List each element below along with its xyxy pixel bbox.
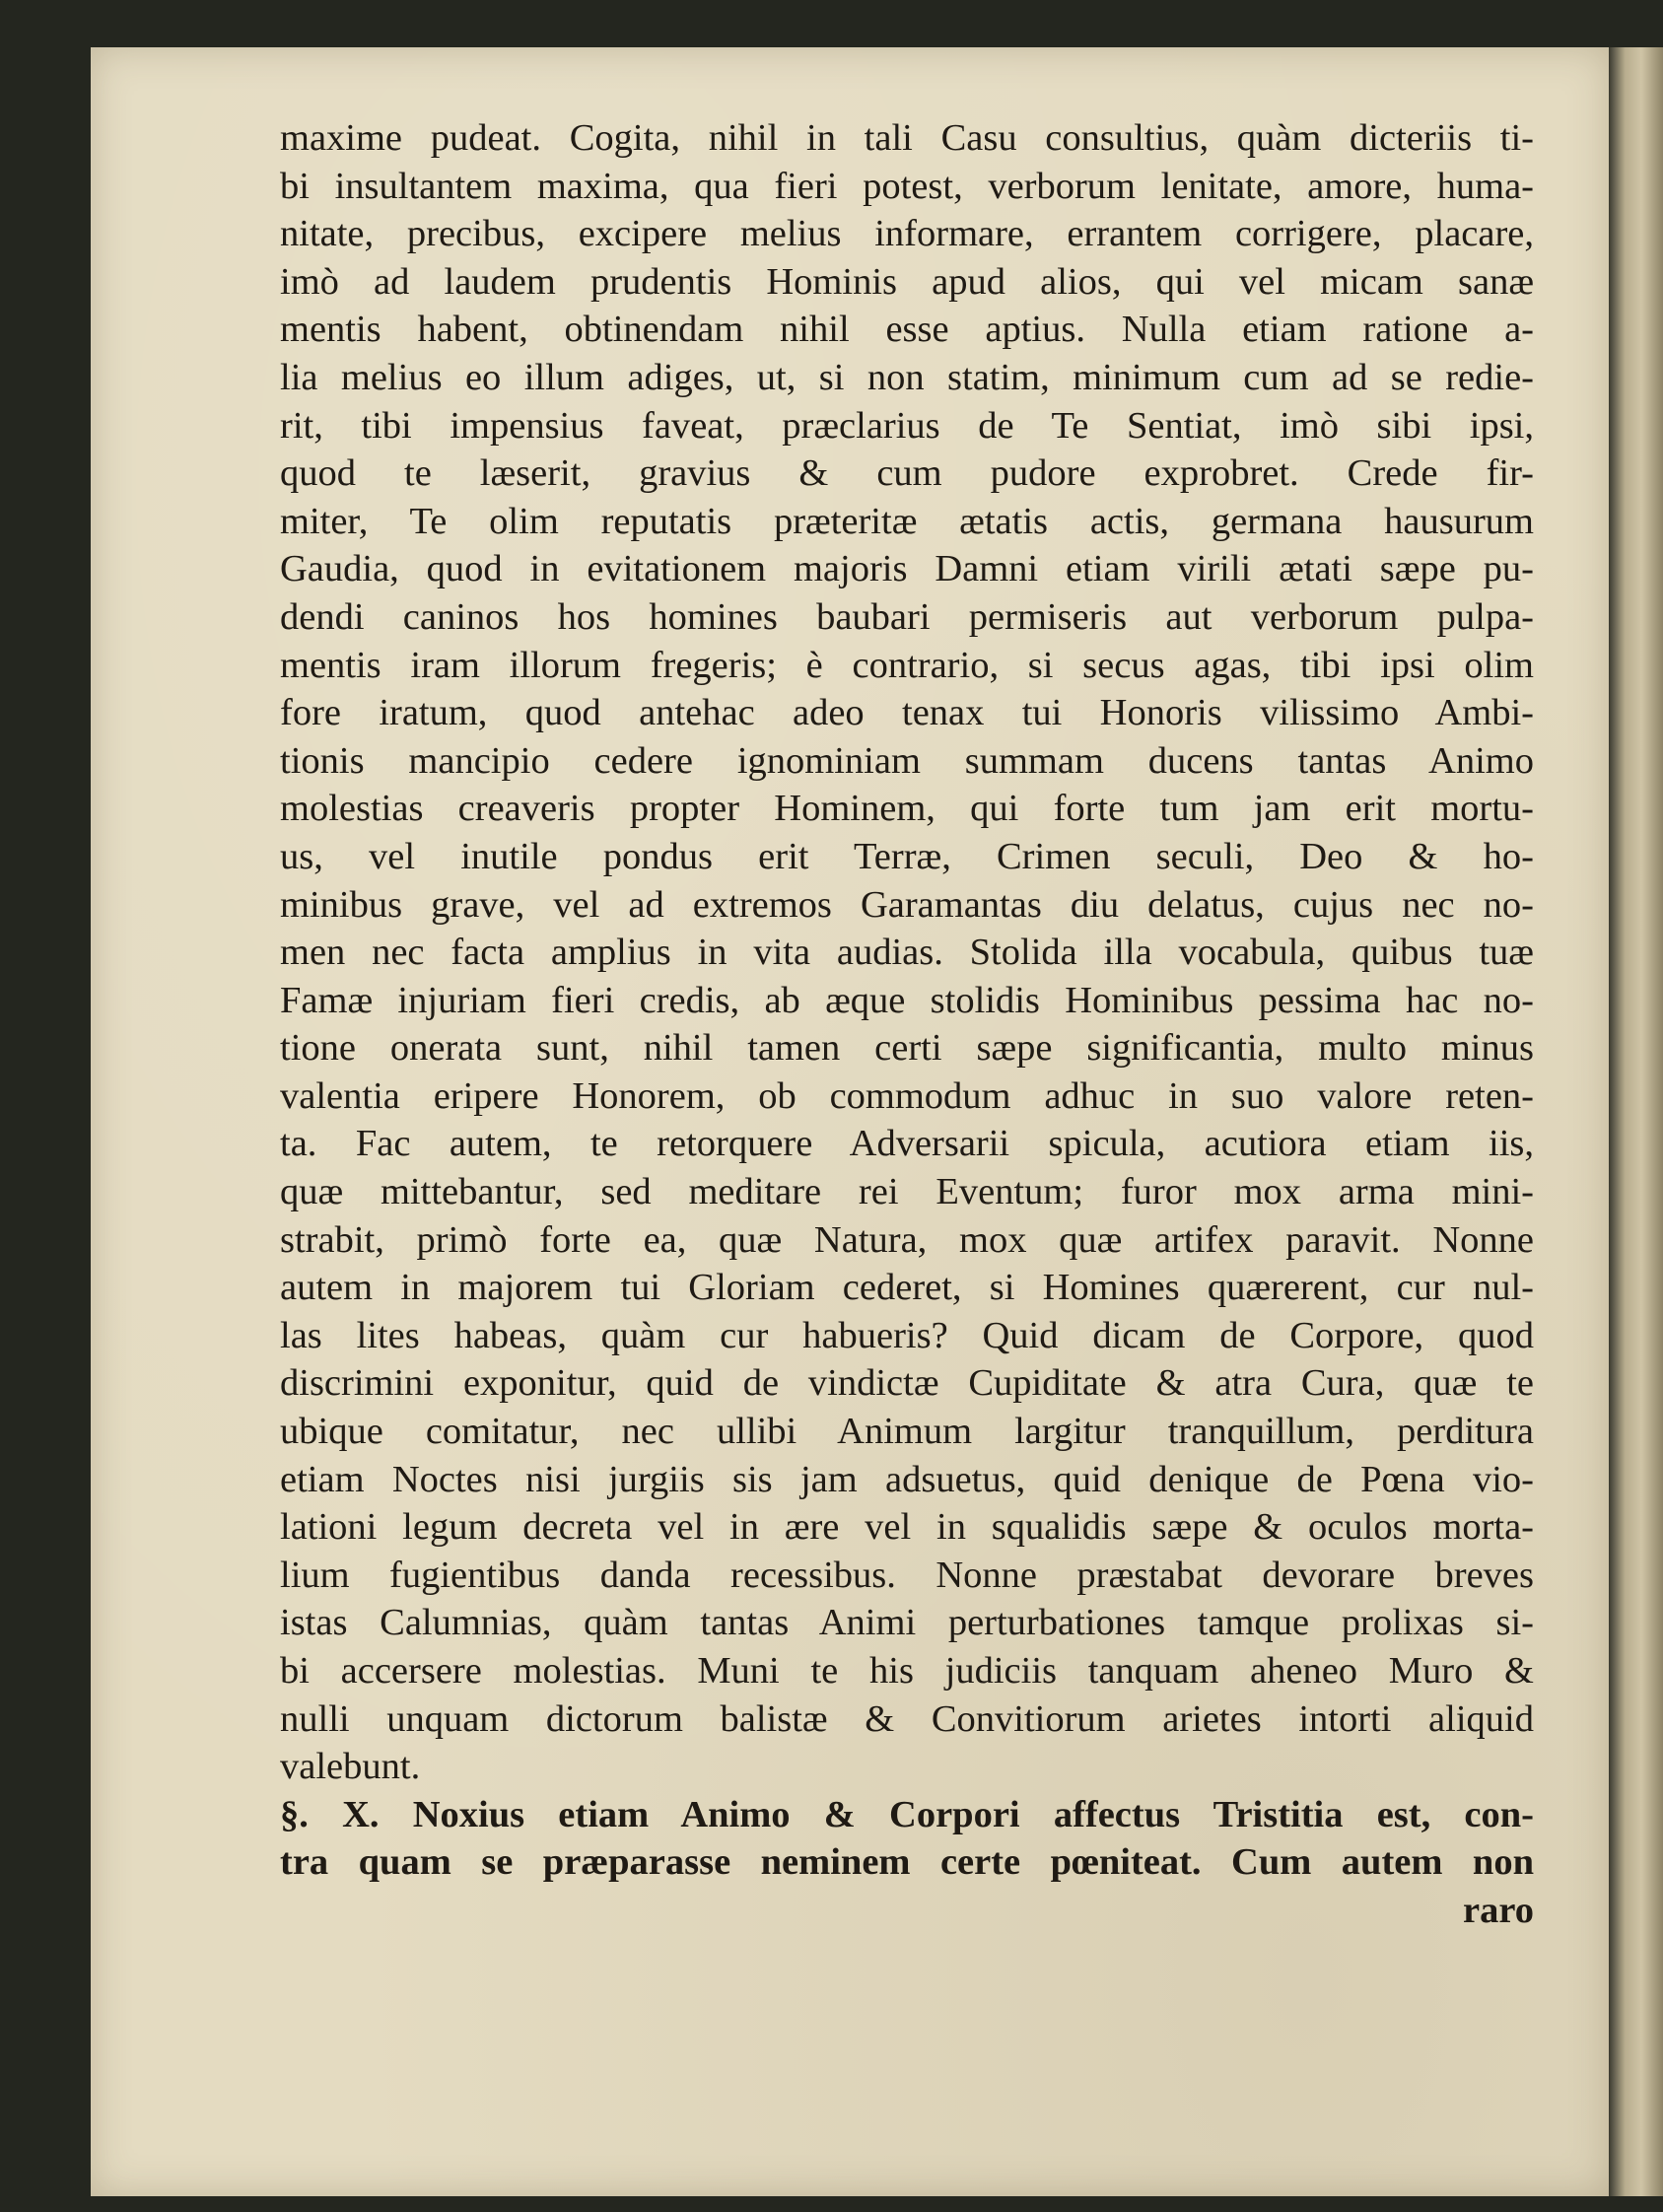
text-line: valentia eripere Honorem, ob commodum adhuc in suo valore reten- <box>280 1074 1534 1117</box>
section-text-line: tra quam se præparasse neminem certe pœniteat. Cum autem non <box>280 1841 1534 1884</box>
text-line: fore iratum, quod antehac adeo tenax tui Honoris vilissimo Ambi- <box>280 692 1534 734</box>
text-line: lia melius eo illum adiges, ut, si non statim, minimum cum ad se redie- <box>280 356 1534 398</box>
text-line: us, vel inutile pondus erit Terræ, Crimen seculi, Deo & ho- <box>280 835 1534 877</box>
text-line: bi insultantem maxima, qua fieri potest, verborum lenitate, amore, huma- <box>280 165 1534 207</box>
text-line: maxime pudeat. Cogita, nihil in tali Casu consultius, quàm dicteriis ti- <box>280 117 1534 159</box>
text-line: miter, Te olim reputatis præteritæ ætatis actis, germana hausurum <box>280 500 1534 542</box>
adjacent-page-edge <box>1609 47 1663 2196</box>
text-line: autem in majorem tui Gloriam cederet, si Homines quærerent, cur nul- <box>280 1267 1534 1309</box>
text-line: istas Calumnias, quàm tantas Animi perturbationes tamque prolixas si- <box>280 1602 1534 1644</box>
text-line: bi accersere molestias. Muni te his judiciis tanquam aheneo Muro & <box>280 1650 1534 1692</box>
text-line: Gaudia, quod in evitationem majoris Damni etiam virili ætati sæpe pu- <box>280 548 1534 590</box>
text-line: lium fugientibus danda recessibus. Nonne præstabat devorare breves <box>280 1554 1534 1596</box>
text-line: dendi caninos hos homines baubari permiseris aut verborum pulpa- <box>280 595 1534 638</box>
text-line: quæ mittebantur, sed meditare rei Eventum; furor mox arma mini- <box>280 1171 1534 1213</box>
text-line: tione onerata sunt, nihil tamen certi sæpe significantia, multo minus <box>280 1027 1534 1070</box>
text-line: nulli unquam dictorum balistæ & Convitiorum arietes intorti aliquid <box>280 1697 1534 1740</box>
text-line: mentis habent, obtinendam nihil esse aptius. Nulla etiam ratione a- <box>280 309 1534 351</box>
text-line: strabit, primò forte ea, quæ Natura, mox quæ artifex paravit. Nonne <box>280 1218 1534 1261</box>
text-line: minibus grave, vel ad extremos Garamantas diu delatus, cujus nec no- <box>280 883 1534 926</box>
section-heading-line: §. X. Noxius etiam Animo & Corpori affectus Tristitia est, con- <box>280 1793 1534 1835</box>
text-line: rit, tibi impensius faveat, præclarius de Te Sentiat, imò sibi ipsi, <box>280 404 1534 447</box>
text-line: valebunt. <box>280 1746 421 1788</box>
body-text <box>280 114 1534 1935</box>
text-line: las lites habeas, quàm cur habueris? Quid dicam de Corpore, quod <box>280 1314 1534 1356</box>
text-line: Famæ injuriam fieri credis, ab æque stolidis Hominibus pessima hac no- <box>280 979 1534 1021</box>
text-line: quod te læserit, gravius & cum pudore exprobret. Crede fir- <box>280 452 1534 495</box>
text-line: imò ad laudem prudentis Hominis apud alios, qui vel micam sanæ <box>280 260 1534 303</box>
text-line: etiam Noctes nisi jurgiis sis jam adsuetus, quid denique de Pœna vio- <box>280 1458 1534 1500</box>
text-line: nitate, precibus, excipere melius informare, errantem corrigere, placare, <box>280 213 1534 255</box>
text-line: discrimini exponitur, quid de vindictæ Cupiditate & atra Cura, quæ te <box>280 1362 1534 1405</box>
text-line: lationi legum decreta vel in ære vel in squalidis sæpe & oculos morta- <box>280 1506 1534 1549</box>
catchword: raro <box>1463 1889 1534 1931</box>
text-line: molestias creaveris propter Hominem, qui forte tum jam erit mortu- <box>280 788 1534 830</box>
text-line: ta. Fac autem, te retorquere Adversarii spicula, acutiora etiam iis, <box>280 1123 1534 1165</box>
text-line: tionis mancipio cedere ignominiam summam ducens tantas Animo <box>280 739 1534 782</box>
text-line: mentis iram illorum fregeris; è contrario, si secus agas, tibi ipsi olim <box>280 644 1534 686</box>
text-line: ubique comitatur, nec ullibi Animum largitur tranquillum, perditura <box>280 1411 1534 1453</box>
text-line: men nec facta amplius in vita audias. Stolida illa vocabula, quibus tuæ <box>280 932 1534 974</box>
